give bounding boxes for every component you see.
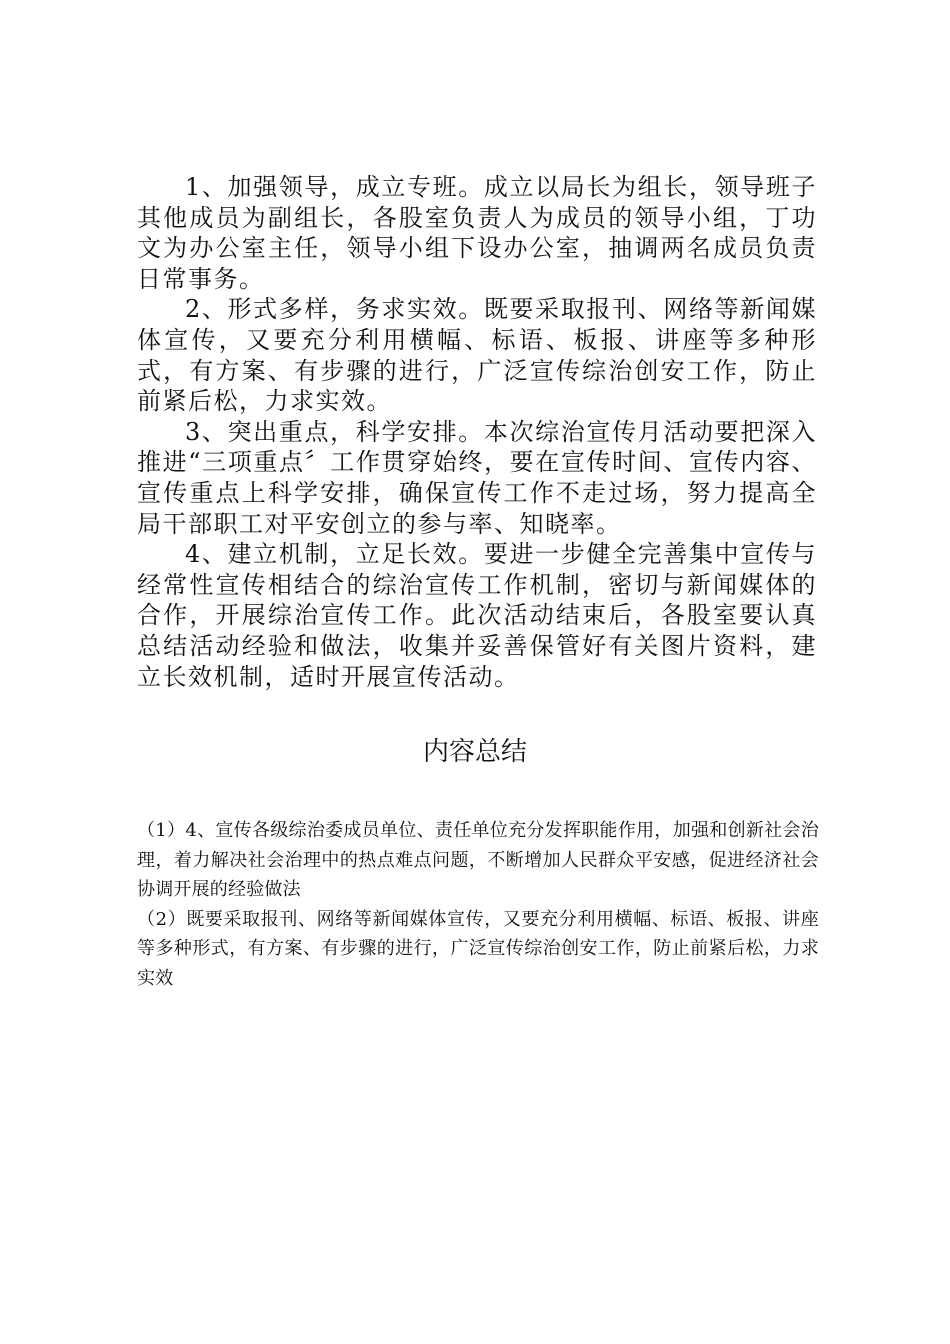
summary-item-1: （1）4、宣传各级综治委成员单位、责任单位充分发挥职能作用，加强和创新社会治理，着力解决社会治理中的热点难点问题，不断增加人民群众平安感，促进经济社会协调开展的经验做法 xyxy=(137,820,819,900)
paragraph-4: 4、建立机制，立足长效。要进一步健全完善集中宣传与经常性宣传相结合的综治宣传工作机制，密切与新闻媒体的合作，开展综治宣传工作。此次活动结束后，各股室要认真总结活动经验和做法，收集并妥善保管好有关图片资料，建立长效机制，适时开展宣传活动。 xyxy=(137,540,817,691)
summary-section xyxy=(137,816,819,993)
body-text xyxy=(137,172,817,692)
paragraph-2: 2、形式多样，务求实效。既要采取报刊、网络等新闻媒体宣传，又要充分利用横幅、标语、板报、讲座等多种形式，有方案、有步骤的进行，广泛宣传综治创安工作，防止前紧后松，力求实效。 xyxy=(137,295,817,416)
summary-title: 内容总结 xyxy=(422,737,527,767)
paragraph-3: 3、突出重点，科学安排。本次综治宣传月活动要把深入推进“三项重点〞工作贯穿始终，要在宣传时间、宣传内容、宣传重点上科学安排，确保宣传工作不走过场，努力提高全局干部职工对平安创立的参与率、知晓率。 xyxy=(137,417,817,538)
paragraph-1: 1、加强领导，成立专班。成立以局长为组长，领导班子其他成员为副组长，各股室负责人为成员的领导小组，丁功文为办公室主任，领导小组下设办公室，抽调两名成员负责日常事务。 xyxy=(137,173,817,293)
summary-item-2: （2）既要采取报刊、网络等新闻媒体宣传，又要充分利用横幅、标语、板报、讲座等多种形式，有方案、有步骤的进行，广泛宣传综治创安工作，防止前紧后松，力求实效 xyxy=(137,908,819,989)
